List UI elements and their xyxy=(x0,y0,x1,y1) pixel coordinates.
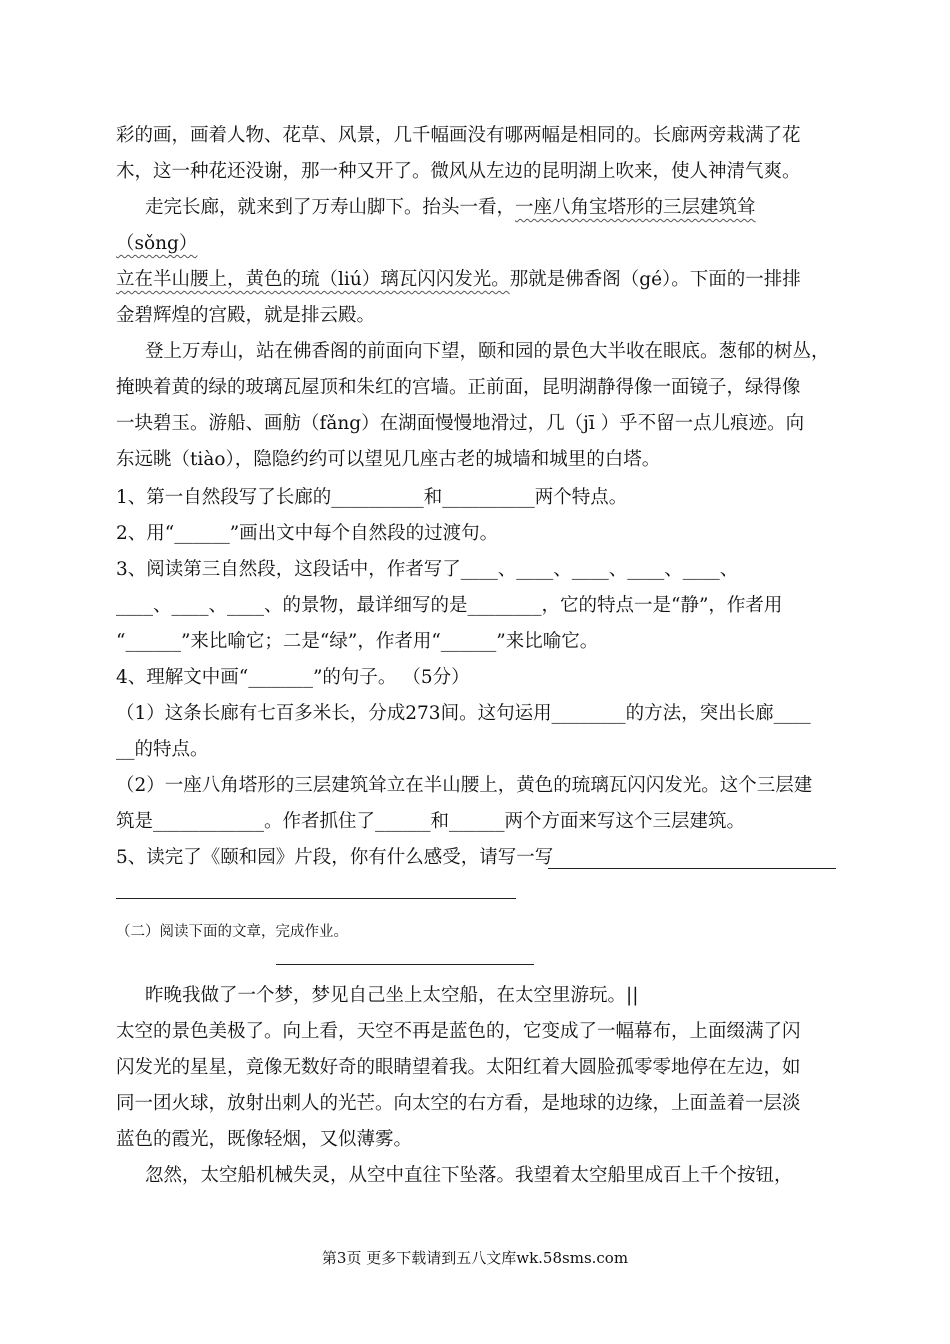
section-2-heading: （二）阅读下面的文章，完成作业。 xyxy=(116,924,348,940)
passage1-line-6: 金碧辉煌的宫殿，就是排云殿。 xyxy=(116,305,376,326)
passage1-line-1: 彩的画，画着人物、花草、风景，几千幅画没有哪两幅是相同的。长廊两旁栽满了花 xyxy=(116,125,801,146)
passage1-line-2: 木，这一种花还没谢，那一种又开了。微风从左边的昆明湖上吹来，使人神清气爽。 xyxy=(116,161,801,182)
passage1-line-10: 东远眺（tiào），隐隐约约可以望见几座古老的城墙和城里的白塔。 xyxy=(116,449,661,470)
wavy-underlined-sentence-cont: 立在半山腰上，黄色的琉（liú）璃瓦闪闪发光。 xyxy=(116,269,510,290)
passage1-line-3 xyxy=(145,196,756,220)
question-3-line-2: ____、____、____、的景物，最详细写的是________，它的特点一是“静”，作者用 xyxy=(116,595,783,616)
passage2-line-1: 昨晚我做了一个梦，梦见自己坐上太空船，在太空里游玩。|| xyxy=(145,985,639,1006)
question-4-1-line-1: （1）这条长廊有七百多米长，分成273间。这句运用________的方法，突出长廊____ xyxy=(116,703,811,724)
passage2-line-6: 忽然，太空船机械失灵，从空中直往下坠落。我望着太空船里成百上千个按钮， xyxy=(145,1165,793,1186)
passage1-line-7: 登上万寿山，站在佛香阁的前面向下望，颐和园的景色大半收在眼底。葱郁的树丛， xyxy=(145,341,830,362)
page-footer: 第3页 更多下载请到五八文库wk.58sms.com xyxy=(321,1249,629,1267)
question-5: 5、读完了《颐和园》片段，你有什么感受，请写一写 xyxy=(116,847,554,868)
passage2-line-5: 蓝色的霞光，既像轻烟，又似薄雾。 xyxy=(116,1129,413,1150)
question-3-line-1: 3、阅读第三自然段，这段话中，作者写了____、____、____、____、____、 xyxy=(116,559,739,580)
question-1: 1、第一自然段写了长廊的__________和__________两个特点。 xyxy=(116,487,628,508)
passage1-line-5-text: 那就是佛香阁（gé）。下面的一排排 xyxy=(509,269,801,290)
passage2-line-2: 太空的景色美极了。向上看，天空不再是蓝色的，它变成了一幅幕布，上面缀满了闪 xyxy=(116,1021,801,1042)
passage2-line-3: 闪发光的星星，竟像无数好奇的眼睛望着我。太阳红着大圆脸孤零零地停在左边，如 xyxy=(116,1057,801,1078)
passage1-line-9: 一块碧玉。游船、画舫（fǎng）在湖面慢慢地滑过，几（jī ）乎不留一点儿痕迹。向 xyxy=(116,413,805,434)
question-4: 4、理解文中画“_______”的句子。 （5分） xyxy=(116,667,470,688)
question-4-1-line-2: __的特点。 xyxy=(116,739,209,760)
passage1-line-4-pinyin: （sǒng） xyxy=(116,233,198,254)
question-4-2-line-1: （2）一座八角塔形的三层建筑耸立在半山腰上，黄色的琉璃瓦闪闪发光。这个三层建 xyxy=(116,775,813,796)
passage2-line-4: 同一团火球，放射出刺人的光芒。向太空的右方看，是地球的边缘，上面盖着一层淡 xyxy=(116,1093,801,1114)
question-3-line-3: “______”来比喻它；二是“绿”，作者用“______”来比喻它。 xyxy=(116,631,599,652)
passage1-line-8: 掩映着黄的绿的玻璃瓦屋顶和朱红的宫墙。正前面，昆明湖静得像一面镜子，绿得像 xyxy=(116,377,801,398)
question-4-2-line-2: 筑是____________。作者抓住了______和______两个方面来写这个三层建筑。 xyxy=(116,811,746,832)
wavy-underlined-sentence: 一座八角宝塔形的三层建筑耸 xyxy=(515,197,756,218)
passage1-line-5 xyxy=(116,268,801,292)
answer-line-q5-b xyxy=(116,898,516,899)
question-2: 2、用“______”画出文中每个自然段的过渡句。 xyxy=(116,523,499,544)
passage1-line-3-text: 走完长廊，就来到了万寿山脚下。抬头一看， xyxy=(145,197,516,218)
answer-line-q5-a xyxy=(548,868,836,869)
title-blank-line xyxy=(276,964,534,965)
